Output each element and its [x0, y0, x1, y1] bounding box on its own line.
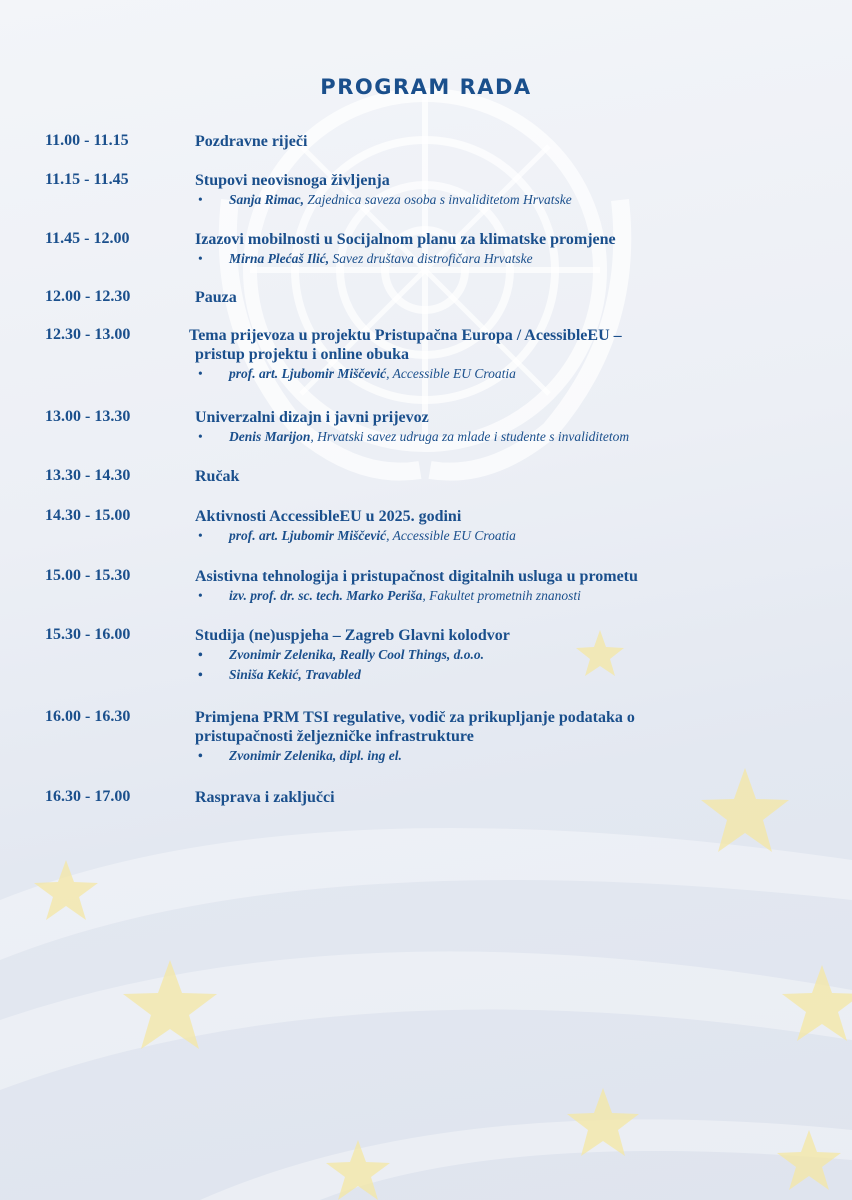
speaker-name: Mirna Plećaš Ilić, [229, 251, 330, 266]
time-slot: 11.15 - 11.45 [45, 171, 129, 188]
session-title-line-1: Tema prijevoza u projektu Pristupačna Europa / AcessibleEU – [189, 327, 622, 344]
speaker-organization: Savez društava distrofičara Hrvatske [329, 251, 533, 266]
speaker-organization: , Hrvatski savez udruga za mlade i studente s invaliditetom [310, 429, 630, 444]
time-slot: 12.30 - 13.00 [45, 326, 131, 343]
session-title: Pauza [195, 289, 237, 306]
time-slot: 16.30 - 17.00 [45, 788, 131, 805]
speaker-line [195, 586, 815, 606]
speaker-organization: , Accessible EU Croatia [386, 366, 516, 381]
speaker-name: Sanja Rimac, [229, 192, 305, 207]
time-slot: 15.30 - 16.00 [45, 626, 131, 643]
session-title: Univerzalni dizajn i javni prijevoz [195, 409, 429, 426]
session-title-line-1: Primjena PRM TSI regulative, vodič za prikupljanje podataka o [195, 709, 635, 726]
time-slot: 15.00 - 15.30 [45, 567, 131, 584]
session-title: Pozdravne riječi [195, 133, 308, 150]
session-title: Aktivnosti AccessibleEU u 2025. godini [195, 508, 462, 525]
speaker-organization: , Fakultet prometnih znanosti [422, 588, 581, 603]
session-title-line-2: pristupačnosti željezničke infrastrukture [195, 728, 474, 745]
speaker-line [195, 190, 815, 210]
session-title: Studija (ne)uspjeha – Zagreb Glavni kolodvor [195, 627, 510, 644]
speaker-organization: Zajednica saveza osoba s invaliditetom Hrvatske [304, 192, 572, 207]
speaker-organization: , Accessible EU Croatia [386, 528, 516, 543]
session-title: Asistivna tehnologija i pristupačnost digitalnih usluga u prometu [195, 568, 638, 585]
time-slot: 14.30 - 15.00 [45, 507, 131, 524]
speaker-line: • Siniša Kekić, Travabled [195, 665, 815, 685]
speaker-line [195, 427, 815, 447]
session-title: Izazovi mobilnosti u Socijalnom planu za klimatske promjene [195, 231, 616, 248]
session-title: Ručak [195, 468, 240, 485]
speaker-line [195, 364, 809, 384]
time-slot: 13.30 - 14.30 [45, 467, 131, 484]
page-title: PROGRAM RADA [320, 75, 532, 99]
speaker-name: izv. prof. dr. sc. tech. Marko Periša [229, 588, 423, 603]
time-slot: 13.00 - 13.30 [45, 408, 131, 425]
speaker-line [195, 526, 815, 546]
speaker-line: • Zvonimir Zelenika, Really Cool Things, d.o.o. [195, 645, 815, 665]
speaker-line: • Zvonimir Zelenika, dipl. ing el. [195, 746, 815, 766]
time-slot: 12.00 - 12.30 [45, 288, 131, 305]
time-slot: 11.45 - 12.00 [45, 230, 130, 247]
speaker-line [195, 249, 815, 269]
speaker-name: prof. art. Ljubomir Miščević [229, 528, 387, 543]
speaker-name: Denis Marijon [229, 429, 311, 444]
session-title-line-2: pristup projektu i online obuka [195, 346, 409, 363]
time-slot: 11.00 - 11.15 [45, 132, 129, 149]
speaker-name: prof. art. Ljubomir Miščević [229, 366, 387, 381]
session-title: Stupovi neovisnoga življenja [195, 172, 390, 189]
session-title: Rasprava i zaključci [195, 789, 335, 806]
time-slot: 16.00 - 16.30 [45, 708, 131, 725]
